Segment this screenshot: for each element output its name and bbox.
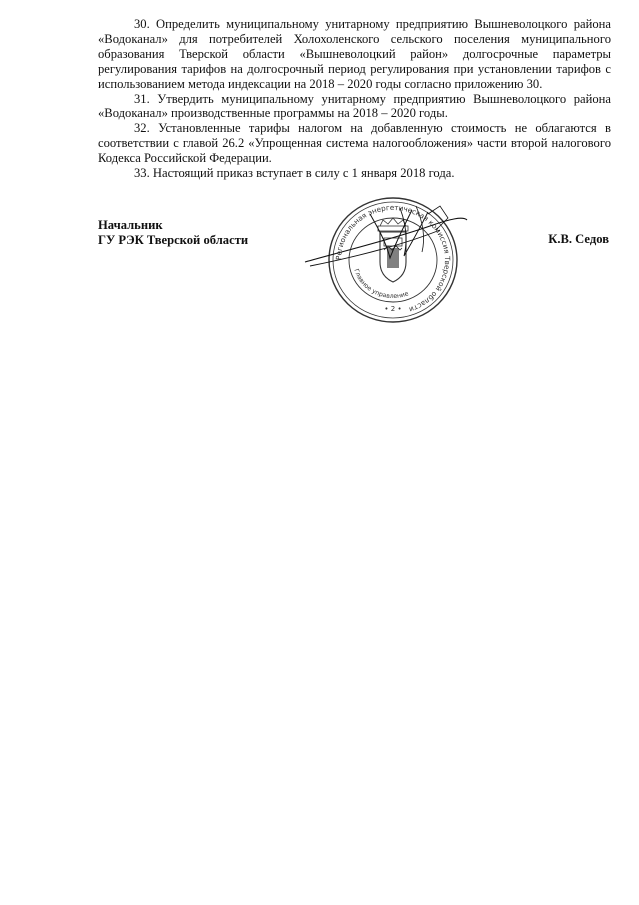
signer-name: К.В. Седов <box>548 232 609 246</box>
signer-title: Начальник <box>98 218 163 232</box>
order-body <box>98 17 611 181</box>
signer-organization: ГУ РЭК Тверской области <box>98 232 249 247</box>
paragraph-31: 31. Утвердить муниципальному унитарному предприятию Вышневолоцкого района «Водоканал» производственные программы на 2018 – 2020 годы. <box>98 91 611 121</box>
signer-position <box>98 218 248 248</box>
paragraph-33: 33. Настоящий приказ вступает в силу с 1 января 2018 года. <box>134 166 455 181</box>
seal-inner-text: Главное управление <box>352 268 410 301</box>
handwritten-signature-icon <box>300 200 470 280</box>
seal-outer-text: Региональная энергетическая комиссия Тверской области <box>333 202 453 315</box>
seal-number: • 2 • <box>384 305 402 313</box>
paragraph-30: 30. Определить муниципальному унитарному предприятию Вышневолоцкого района «Водоканал» для потребителей Холохоленского сельского поселения муниципального образования Тверской области «Вышневолоцкий район» долгосрочные параметры регулирования тарифов на долгосрочный период регулирования при установлении тарифов с использованием метода индексации на 2018 – 2020 годы согласно приложению 30. <box>98 17 611 91</box>
paragraph-32: 32. Установленные тарифы налогом на добавленную стоимость не облагаются в соответствии с главой 26.2 «Упрощенная система налогообложения» части второй налогового Кодекса Российской Федерации. <box>98 121 611 166</box>
